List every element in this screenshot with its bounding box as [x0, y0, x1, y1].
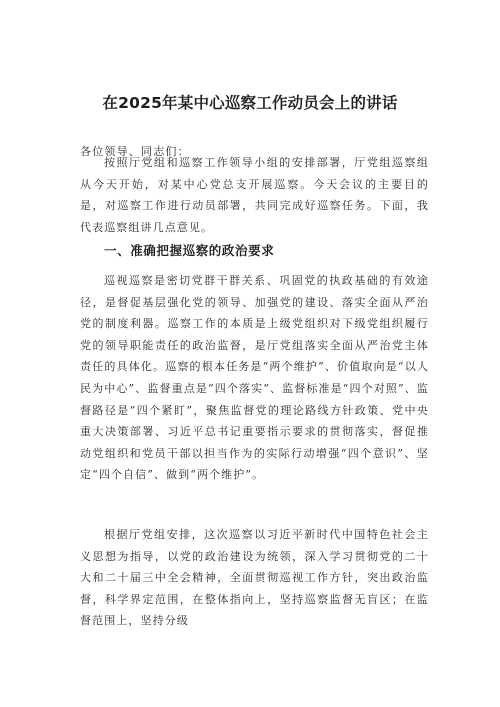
document-title: 在2025年某中心巡察工作动员会上的讲话	[102, 94, 398, 112]
section-heading-1: 一、准确把握巡察的政治要求	[104, 243, 275, 258]
salutation: 各位领导、同志们：	[80, 145, 190, 158]
paragraph-arrangement: 根据厅党组安排，这次巡察以习近平新时代中国特色社会主义思想为指导，以党的政治建设为统领，深入学习贯彻党的二十大和二十届三中全会精神，全面贯彻巡视工作方针，突出政治监督，科学界定范围，在整体指向上，坚持巡察监督无盲区；在监督范围上，坚持分级	[80, 528, 429, 628]
paragraph-section-1: 巡视巡察是密切党群干群关系、巩固党的执政基础的有效途径，是督促基层强化党的领导、加强党的建设、落实全面从严治党的制度利器。巡察工作的本质是上级党组织对下级党组织履行党的领导职能责任的政治监督，是厅党组落实全面从严治党主体责任的具体化。巡察的根本任务是“两个维护”、价值取向是“以人民为中心”、监督重点是“四个落实“、监督标准是“四个对照”、监督路径是“四个紧盯”，聚焦监督党的理论路线方针政策、党中央重大决策部署、习近平总书记重要指示要求的贯彻落实，督促推动党组织和党员干部以担当作为的实际行动增强“四个意识”、坚定“四个自信”、做到“两个维护”。	[80, 274, 429, 482]
paragraph-intro: 按照厅党组和巡察工作领导小组的安排部署，厅党组巡察组从今天开始，对某中心党总支开展巡察。今天会议的主要目的是，对巡察工作进行动员部署，共同完成好巡察任务。下面，我代表巡察组讲几点意见。	[80, 156, 429, 234]
